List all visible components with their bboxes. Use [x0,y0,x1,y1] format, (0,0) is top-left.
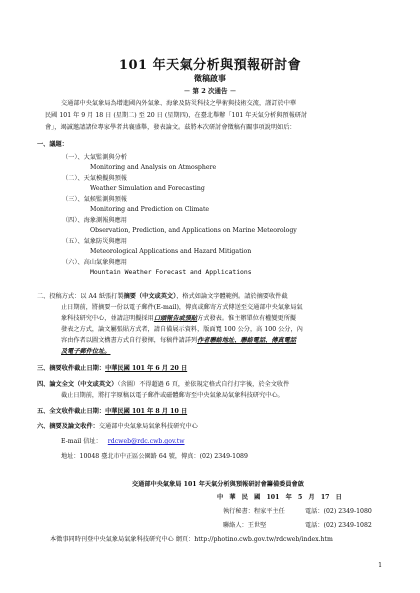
contact-person-phone: 電話：(02) 2349-1082 [305,522,372,529]
submission-text-1c: ，格式如論文字體範例。請於摘要收件截 [176,293,288,300]
fulltext-deadline-label: 五、全文收件截止日期： [37,408,106,415]
website-link[interactable]: http://photino.cwb.gov.tw/rdcweb/index.htm [194,536,333,543]
topics-heading: 一、議題： [37,141,68,148]
topic-2-en: Weather Simulation and Forecasting [90,185,205,192]
fulltext-deadline [37,407,187,416]
abstract-deadline [37,364,187,373]
submission-line-1 [37,292,288,301]
website-note [50,535,333,544]
fulltext-text-1b: （含圖）不得超過 6 頁，並依規定格式自行打字後，於全文收件 [117,381,290,388]
address-line: 地址：10048 臺北市中正區公園路 64 號，傳真：(02) 2349-1089 [61,453,248,460]
submission-text-3c: 方式發表。惟主辦單位有權變更所擬 [197,315,297,322]
fulltext-line-2: 截止日期前，將打字原稿以電子郵件或磁體郵寄至中央氣象局氣象科技研究中心。 [61,392,284,399]
submission-line-5 [61,336,296,345]
website-note-text: 本徵事同時刊登中央氣象局氣象科技研究中心 網頁： [50,536,195,543]
fulltext-heading: 四、論文全文（中文或英文） [37,381,118,388]
receiver-line [37,422,198,431]
topic-1-en: Monitoring and Analysis on Atmosphere [90,164,217,171]
announcement-date: 中 華 民 國 101 年 5 月 17 日 [217,494,342,501]
abstract-deadline-label: 三、摘要收件截止日期： [37,365,106,372]
topic-2-zh: （二）、天氣模擬與預報 [62,175,127,182]
topic-3-zh: （三）、氣候監測與預報 [62,196,127,203]
topic-5-zh: （五）、氣象防災與應用 [62,238,127,245]
organizer-signature: 交通部中央氣象局 101 年天氣分析與預報研討會籌備委員會啟 [132,481,304,488]
submission-heading: 二、投稿方式：以 A4 紙張打製 [37,293,124,300]
presentation-mode-emphasis: 口頭報告或張貼 [153,315,198,322]
submission-line-2: 止日期前，將摘要一份以電子郵件(E-mail)，傳真或郵寄方式傳送至交通部中央氣象局氣 [61,304,303,311]
topic-6-en: Mountain Weather Forecast and Applications [90,268,252,276]
topic-3-en: Monitoring and Prediction on Climate [90,206,210,213]
fulltext-deadline-date: 中華民國 101 年 8 月 10 日 [105,408,188,415]
email-label: E-mail 信址： [61,438,102,445]
intro-line-2: 民國 101 年 9 月 18 日 (星期二) 至 20 日 (星期四)，在臺北舉辦「101 年天氣分析與預報研討 [45,112,308,119]
submission-line-6: 及電子郵件位址。 [61,348,111,355]
edition-notice: － 第 2 次通告 － [183,87,237,95]
secretary-name: 執行秘書：程家平主任 [223,508,285,515]
fulltext-line-1 [37,380,289,389]
secretary-phone: 電話：(02) 2349-1080 [305,508,372,515]
intro-line-3: 會」，竭誠邀請諸位專家學者共襄盛舉，發表論文。茲將本次研討會徵稿有關事項說明如后： [45,124,296,131]
topic-6-zh: （六）、高山氣象與應用 [62,259,127,266]
topic-5-en: Meteorological Applications and Hazard Mitigation [90,248,252,255]
topic-4-en: Observation, Prediction, and Applications on Marine Meteorology [90,227,297,234]
submission-text-3a: 象科技研究中心，並請註明擬採用 [61,315,154,322]
email-link[interactable]: rdcweb@rdc.cwb.gov.tw [107,438,185,445]
intro-line-1: 交通部中央氣象局為增進國內外氣象、海象及防災科技之學術與技術交流，謹訂於中華 [61,100,297,107]
document-subtitle: 徵稿啟事 [194,73,226,83]
topic-1-zh: （一）、大氣監測與分析 [62,154,127,161]
submission-line-3 [61,314,296,323]
contact-person-name: 聯絡人：王世堅 [223,522,267,529]
submission-line-4: 發表之方式，論文屬張貼方式者，請自備展示資料，版面寬 100 公分，高 100 公分，內 [61,326,303,333]
document-title: 101 年天氣分析與預報研討會 [118,58,302,73]
receiver-value: 交通部中央氣象局氣象科技研究中心 [98,423,198,430]
author-contact-emphasis: 作者聯絡地址、聯絡電話、傳真電話 [197,337,297,344]
topic-4-zh: （四）、海象測報與應用 [62,217,127,224]
abstract-format-emphasis: 摘要（中文或英文） [123,293,177,300]
page-number: 1 [378,562,382,569]
submission-text-5a: 容由作者以圖文構書方式自行發揮，每稿件請詳列 [61,337,198,344]
receiver-label: 六、摘要及論文收件： [37,423,99,430]
email-line [61,437,185,446]
abstract-deadline-date: 中華民國 101 年 6 月 20 日 [105,365,188,372]
